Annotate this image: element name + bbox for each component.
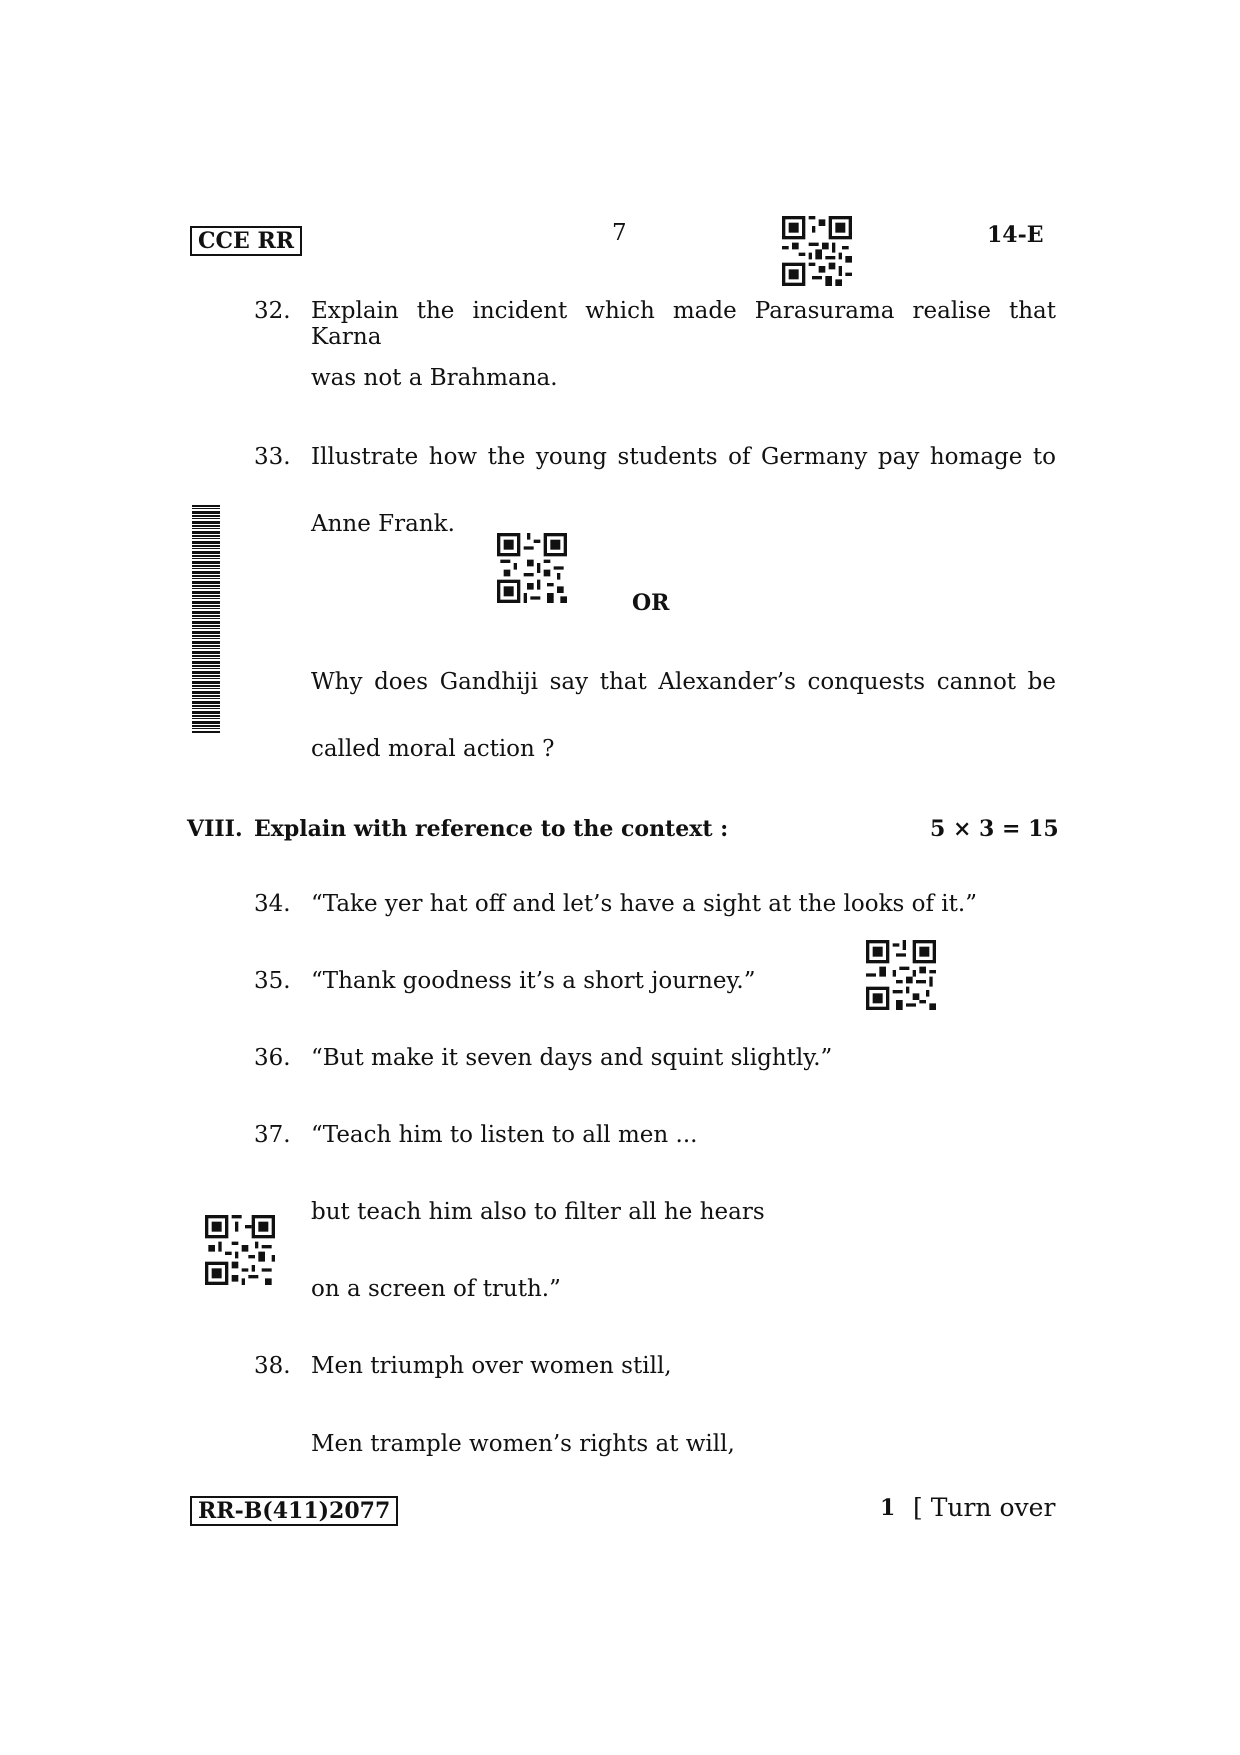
question-text: Men triumph over women still, <box>311 1353 672 1379</box>
barcode-icon <box>192 505 220 733</box>
question-text: was not a Brahmana. <box>311 365 558 391</box>
question-number: 36. <box>254 1045 291 1071</box>
qr-code-icon <box>497 533 567 603</box>
page-number: 7 <box>612 220 627 246</box>
question-text: “Take yer hat off and let’s have a sight at the looks of it.” <box>311 891 977 917</box>
question-text: “Teach him to listen to all men ... <box>311 1122 698 1148</box>
question-text: Why does Gandhiji say that Alexander’s conquests cannot be <box>311 669 1056 695</box>
sheet-number: 1 <box>880 1495 896 1521</box>
or-label: OR <box>632 590 670 616</box>
question-text: Men trample women’s rights at will, <box>311 1431 735 1457</box>
question-number: 37. <box>254 1122 291 1148</box>
question-number: 34. <box>254 891 291 917</box>
turn-over-label: [ Turn over <box>913 1493 1056 1522</box>
qr-code-icon <box>866 940 936 1010</box>
question-number: 32. <box>254 298 291 324</box>
question-text: “Thank goodness it’s a short journey.” <box>311 968 756 994</box>
qr-code-icon <box>205 1215 275 1285</box>
question-text: on a screen of truth.” <box>311 1276 561 1302</box>
question-number: 35. <box>254 968 291 994</box>
paper-code-label: CCE RR <box>190 226 302 256</box>
question-text: “But make it seven days and squint slightly.” <box>311 1045 833 1071</box>
qr-code-icon <box>782 216 852 286</box>
question-text: Illustrate how the young students of Germany pay homage to <box>311 444 1056 470</box>
question-number: 33. <box>254 444 291 470</box>
subject-code: 14-E <box>987 222 1044 248</box>
question-text: Anne Frank. <box>311 511 455 537</box>
section-title: Explain with reference to the context : <box>254 816 729 842</box>
footer-code-label: RR-B(411)2077 <box>190 1496 398 1526</box>
question-text: but teach him also to filter all he hears <box>311 1199 765 1225</box>
question-text: called moral action ? <box>311 736 555 762</box>
section-marks: 5 × 3 = 15 <box>930 816 1059 842</box>
question-text: Explain the incident which made Parasurama realise that Karna <box>311 298 1056 350</box>
section-numeral: VIII. <box>187 816 243 842</box>
question-number: 38. <box>254 1353 291 1379</box>
